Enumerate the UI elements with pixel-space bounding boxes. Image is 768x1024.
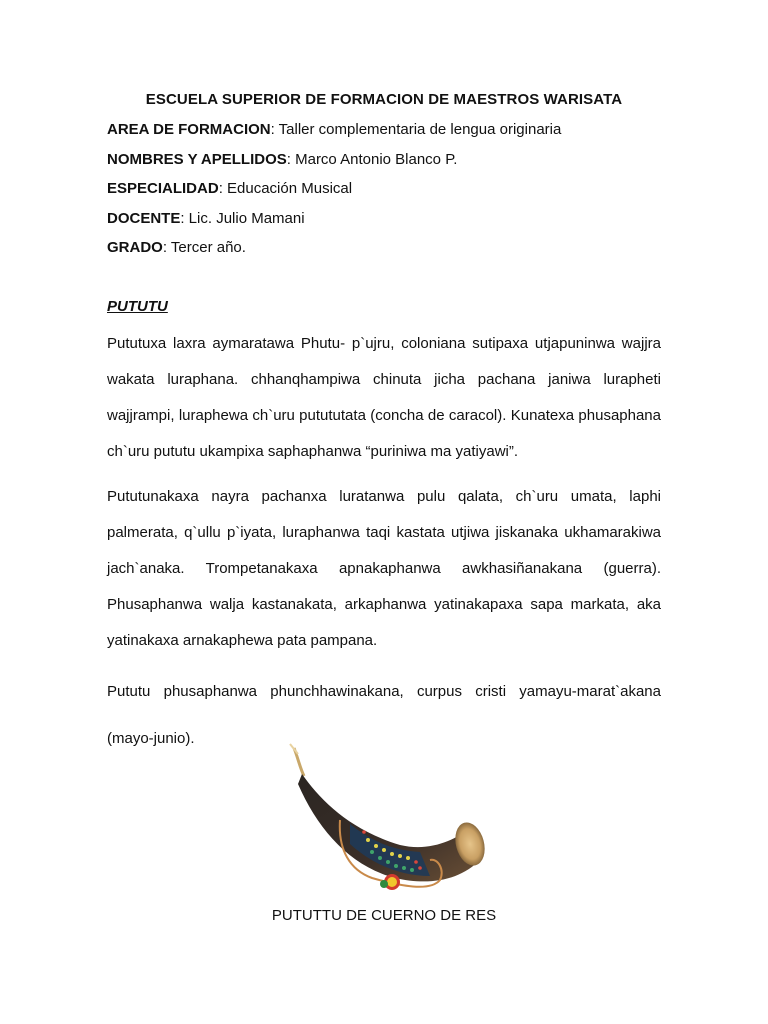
section-title: PUTUTU (107, 298, 168, 315)
info-label: NOMBRES Y APELLIDOS (107, 151, 287, 168)
paragraph-3: Pututu phusaphanwa phunchhawinakana, curpus cristi yamayu-marat`akana (mayo-junio). (107, 683, 661, 747)
info-label: DOCENTE (107, 210, 181, 227)
horn-trumpet-icon (280, 740, 490, 900)
info-grado (107, 239, 246, 256)
info-nombres (107, 151, 457, 168)
info-area-formacion (107, 121, 561, 138)
info-label: ESPECIALIDAD (107, 180, 219, 197)
info-especialidad (107, 180, 352, 197)
info-value: : Taller complementaria de lengua originaria (270, 121, 562, 138)
paragraph-1: Pututuxa laxra aymaratawa Phutu- p`ujru, coloniana sutipaxa utjapuninwa wajjra wakata luraphana. chhanqhampiwa chinuta jicha pachana janiwa lurapheti wajjrampi, luraphewa ch`uru putututata (concha de caracol). Kunatexa phusaphana ch`uru pututu ukampixa saphaphanwa “puriniwa ma yatiyawi”. (107, 335, 661, 460)
info-label: GRADO (107, 239, 163, 256)
info-value: : Marco Antonio Blanco P. (286, 151, 458, 168)
info-label: AREA DE FORMACION (107, 121, 271, 138)
info-value: : Lic. Julio Mamani (180, 210, 305, 227)
document-title: ESCUELA SUPERIOR DE FORMACION DE MAESTROS WARISATA (145, 91, 623, 108)
horn-trumpet-image (280, 740, 490, 900)
info-docente (107, 210, 305, 227)
info-value: : Educación Musical (218, 180, 353, 197)
info-value: : Tercer año. (162, 239, 246, 256)
figure-caption: PUTUTTU DE CUERNO DE RES (271, 907, 497, 924)
paragraph-2: Pututunakaxa nayra pachanxa luratanwa pulu qalata, ch`uru umata, laphi palmerata, q`ullu p`iyata, luraphanwa taqi kastata utjiwa jiskanaka ukhamarakiwa jach`anaka. Trompetanakaxa apnakaphanwa awkhasiñanakana (guerra). Phusaphanwa walja kastanakata, arkaphanwa yatinakapaxa sapa markata, aka yatinakaxa arnakaphewa pata pampana. (107, 488, 661, 649)
